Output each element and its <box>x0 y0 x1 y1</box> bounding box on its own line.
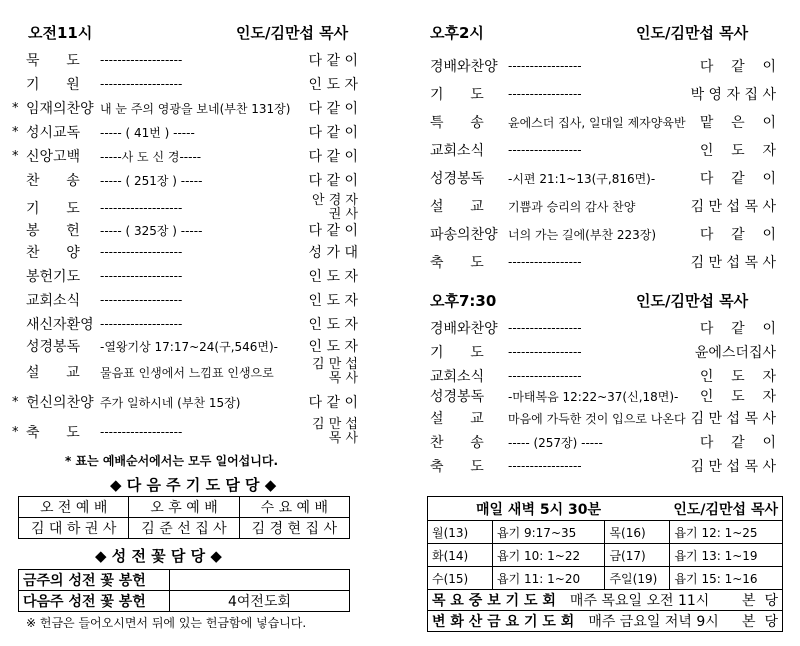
standing-note: * 표는 예배순서에서는 모두 일어섭니다. <box>65 454 279 468</box>
dawn-reading: 욥기 12: 1~25 <box>670 521 783 544</box>
morning-item-star: * <box>12 394 19 410</box>
dawn-reading: 욥기 9:17~35 <box>493 521 605 544</box>
morning-item-person: 다 같 이 <box>308 149 358 165</box>
prayer-meeting-row <box>428 590 783 611</box>
morning-item-detail: 물음표 인생에서 느낌표 인생으로 <box>100 365 274 380</box>
morning-item-row <box>12 170 358 190</box>
evening-item-detail: 마음에 가득한 것이 입으로 나온다 <box>508 411 686 426</box>
evening-item-detail: ----- (257장) ----- <box>508 435 603 450</box>
afternoon-item-label: 경배와찬양 <box>430 59 498 75</box>
morning-item-person: 인 도 자 <box>308 77 358 93</box>
evening-item-detail: ----------------- <box>508 345 582 359</box>
afternoon-item-detail: 기쁨과 승리의 감사 찬양 <box>508 199 636 214</box>
evening-item-person: 인 도 자 <box>699 369 776 385</box>
morning-item-label: 헌신의찬양 <box>26 395 94 411</box>
morning-title: 오전11시 <box>28 24 93 42</box>
evening-item-detail: ----------------- <box>508 459 582 473</box>
morning-item-detail: ------------------- <box>100 77 183 91</box>
morning-item-label: 찬 양 <box>26 245 80 261</box>
morning-item-label: 축 도 <box>26 425 80 441</box>
morning-item-detail: ------------------- <box>100 53 183 67</box>
evening-item-row <box>430 386 776 406</box>
afternoon-item-person: 인 도 자 <box>699 143 776 159</box>
evening-item-person: 인 도 자 <box>699 389 776 405</box>
morning-item-label: 임재의찬양 <box>26 101 94 117</box>
morning-item-label: 기 원 <box>26 77 80 93</box>
afternoon-item-detail: ----------------- <box>508 143 582 157</box>
morning-item-detail: 주가 일하시네 (부찬 15장) <box>100 395 241 410</box>
afternoon-item-person: 김 만 섭 목 사 <box>690 255 776 271</box>
morning-item-person: 다 같 이 <box>308 395 358 411</box>
meeting-time: 매주 목요일 오전 11시 <box>569 593 710 609</box>
morning-item-row <box>12 266 358 286</box>
afternoon-item-row <box>430 224 776 244</box>
morning-item-detail: ----- ( 41번 ) ----- <box>100 125 195 140</box>
afternoon-item-detail: -시편 21:1~13(구,816면)- <box>508 171 656 186</box>
morning-item-label: 봉 헌 <box>26 223 80 239</box>
evening-item-detail: -마태복음 12:22~37(신,18면)- <box>508 389 679 404</box>
prayer-header-wednesday: 수 요 예 배 <box>239 497 349 518</box>
morning-item-detail: ----- ( 251장 ) ----- <box>100 173 203 188</box>
dawn-row <box>428 521 783 544</box>
prayer-meeting-row <box>428 611 783 632</box>
morning-item-detail: ------------------- <box>100 293 183 307</box>
prayer-header-afternoon: 오 후 예 배 <box>129 497 239 518</box>
prayer-header-morning: 오 전 예 배 <box>19 497 129 518</box>
evening-item-row <box>430 342 776 362</box>
prayer-table <box>18 496 350 539</box>
afternoon-leader: 인도/김만섭 목사 <box>636 24 749 42</box>
morning-item-label: 성경봉독 <box>26 339 81 355</box>
evening-item-label: 설 교 <box>430 411 484 427</box>
dawn-day: 목(16) <box>605 521 670 544</box>
morning-item-row <box>12 50 358 70</box>
morning-item-person: 김 만 섭 목 사 <box>312 357 358 386</box>
morning-item-person: 인 도 자 <box>308 269 358 285</box>
afternoon-item-label: 특 송 <box>430 115 484 131</box>
morning-item-detail: ------------------- <box>100 245 183 259</box>
dawn-title: 매일 새벽 5시 30분 <box>476 501 601 518</box>
afternoon-item-person: 맡 은 이 <box>699 115 776 131</box>
morning-item-label: 설 교 <box>26 365 80 381</box>
evening-leader: 인도/김만섭 목사 <box>636 292 749 310</box>
morning-leader: 인도/김만섭 목사 <box>236 24 349 42</box>
flower-title: ◆ 성 전 꽃 담 당 ◆ <box>95 547 222 565</box>
afternoon-item-detail: 너의 가는 길에(부찬 223장) <box>508 227 657 242</box>
morning-item-label: 기 도 <box>26 201 80 217</box>
afternoon-item-person: 김 만 섭 목 사 <box>690 199 776 215</box>
afternoon-item-person: 박 영 자 집 사 <box>690 87 776 103</box>
morning-item-star: * <box>12 124 19 140</box>
morning-item-person: 다 같 이 <box>308 223 358 239</box>
morning-item-person: 다 같 이 <box>308 173 358 189</box>
evening-item-row <box>430 456 776 476</box>
morning-item-star: * <box>12 424 19 440</box>
morning-item-row <box>12 358 358 386</box>
dawn-day: 주일(19) <box>605 567 670 590</box>
flower-label-next-week: 다음주 성전 꽃 봉헌 <box>19 591 170 612</box>
morning-item-row <box>12 336 358 356</box>
dawn-schedule <box>428 521 783 590</box>
dawn-day: 수(15) <box>428 567 493 590</box>
evening-item-detail: ----------------- <box>508 369 582 383</box>
evening-item-person: 다 같 이 <box>699 321 776 337</box>
morning-item-person: 인 도 자 <box>308 293 358 309</box>
afternoon-item-row <box>430 196 776 216</box>
morning-item-person: 인 도 자 <box>308 339 358 355</box>
morning-item-label: 새신자환영 <box>26 317 94 333</box>
dawn-reading: 욥기 15: 1~16 <box>670 567 783 590</box>
evening-title: 오후7:30 <box>430 292 497 310</box>
meeting-place: 본 당 <box>742 614 778 630</box>
morning-item-row <box>12 98 358 118</box>
evening-item-label: 기 도 <box>430 345 484 361</box>
morning-item-row <box>12 418 358 446</box>
dawn-day: 화(14) <box>428 544 493 567</box>
dawn-leader: 인도/김만섭 목사 <box>673 501 778 518</box>
dawn-day: 금(17) <box>605 544 670 567</box>
evening-item-row <box>430 432 776 452</box>
morning-item-detail: ------------------- <box>100 269 183 283</box>
afternoon-item-person: 다 같 이 <box>699 227 776 243</box>
evening-item-label: 경배와찬양 <box>430 321 498 337</box>
morning-item-label: 신앙고백 <box>26 149 81 165</box>
meeting-place: 본 당 <box>742 593 778 609</box>
evening-item-label: 축 도 <box>430 459 484 475</box>
morning-item-row <box>12 122 358 142</box>
prayer-name-wednesday: 김 경 현 집 사 <box>239 518 349 539</box>
prayer-name-afternoon: 김 준 선 집 사 <box>129 518 239 539</box>
morning-item-row <box>12 392 358 412</box>
meeting-time: 매주 금요일 저녁 9시 <box>588 614 719 630</box>
meeting-name: 목 요 중 보 기 도 회 <box>432 593 556 609</box>
afternoon-item-row <box>430 252 776 272</box>
morning-item-detail: -----사 도 신 경----- <box>100 149 202 164</box>
evening-item-person: 김 만 섭 목 사 <box>690 411 776 427</box>
morning-item-row <box>12 194 358 222</box>
morning-item-person: 다 같 이 <box>308 53 358 69</box>
afternoon-item-row <box>430 84 776 104</box>
dawn-row <box>428 567 783 590</box>
morning-item-label: 성시교독 <box>26 125 81 141</box>
evening-item-person: 윤에스더집사 <box>694 345 776 361</box>
afternoon-item-detail: 윤에스더 집사, 일대일 제자양육반 <box>508 115 686 130</box>
morning-item-row <box>12 314 358 334</box>
afternoon-item-person: 다 같 이 <box>699 59 776 75</box>
morning-item-row <box>12 74 358 94</box>
evening-item-label: 성경봉독 <box>430 389 485 405</box>
dawn-reading: 욥기 10: 1~22 <box>493 544 605 567</box>
dawn-reading: 욥기 13: 1~19 <box>670 544 783 567</box>
afternoon-item-row <box>430 168 776 188</box>
flower-value-this-week <box>170 570 350 591</box>
morning-item-detail: -열왕기상 17:17~24(구,546면)- <box>100 339 279 354</box>
afternoon-title: 오후2시 <box>430 24 484 42</box>
evening-item-label: 교회소식 <box>430 369 485 385</box>
morning-item-person: 안 경 자 권 사 <box>312 193 358 222</box>
morning-item-detail: ------------------- <box>100 425 183 439</box>
morning-item-label: 찬 송 <box>26 173 80 189</box>
flower-label-this-week: 금주의 성전 꽃 봉헌 <box>19 570 170 591</box>
dawn-reading: 욥기 11: 1~20 <box>493 567 605 590</box>
evening-item-row <box>430 408 776 428</box>
morning-item-row <box>12 220 358 240</box>
afternoon-item-row <box>430 112 776 132</box>
prayer-name-morning: 김 대 하 권 사 <box>19 518 129 539</box>
dawn-day: 월(13) <box>428 521 493 544</box>
afternoon-item-label: 성경봉독 <box>430 171 485 187</box>
morning-item-person: 성 가 대 <box>308 245 358 261</box>
morning-item-person: 인 도 자 <box>308 317 358 333</box>
morning-item-person: 다 같 이 <box>308 101 358 117</box>
evening-item-label: 찬 송 <box>430 435 484 451</box>
afternoon-item-detail: ----------------- <box>508 255 582 269</box>
afternoon-item-label: 기 도 <box>430 87 484 103</box>
afternoon-item-row <box>430 140 776 160</box>
morning-item-row <box>12 146 358 166</box>
flower-table <box>18 569 350 612</box>
evening-item-row <box>430 366 776 386</box>
morning-item-label: 묵 도 <box>26 53 80 69</box>
morning-item-row <box>12 242 358 262</box>
prayer-title: ◆ 다 음 주 기 도 담 당 ◆ <box>110 476 277 494</box>
morning-item-star: * <box>12 148 19 164</box>
offering-note: ※ 헌금은 들어오시면서 뒤에 있는 헌금함에 넣습니다. <box>26 616 307 630</box>
morning-item-person: 다 같 이 <box>308 125 358 141</box>
afternoon-item-label: 파송의찬양 <box>430 227 498 243</box>
evening-item-person: 김 만 섭 목 사 <box>690 459 776 475</box>
afternoon-item-person: 다 같 이 <box>699 171 776 187</box>
afternoon-item-label: 축 도 <box>430 255 484 271</box>
morning-item-detail: ------------------- <box>100 317 183 331</box>
afternoon-item-label: 교회소식 <box>430 143 485 159</box>
morning-item-detail: 내 눈 주의 영광을 보네(부찬 131장) <box>100 101 291 116</box>
prayer-meetings <box>428 590 783 632</box>
morning-item-label: 교회소식 <box>26 293 81 309</box>
morning-item-detail: ----- ( 325장 ) ----- <box>100 223 203 238</box>
morning-item-label: 봉헌기도 <box>26 269 81 285</box>
flower-value-next-week: 4여전도회 <box>170 591 350 612</box>
afternoon-item-detail: ----------------- <box>508 87 582 101</box>
afternoon-item-row <box>430 56 776 76</box>
evening-item-detail: ----------------- <box>508 321 582 335</box>
afternoon-item-detail: ----------------- <box>508 59 582 73</box>
afternoon-item-label: 설 교 <box>430 199 484 215</box>
morning-item-person: 김 만 섭 목 사 <box>312 417 358 446</box>
morning-item-row <box>12 290 358 310</box>
dawn-table <box>427 496 783 632</box>
morning-item-detail: ------------------- <box>100 201 183 215</box>
evening-item-row <box>430 318 776 338</box>
evening-item-person: 다 같 이 <box>699 435 776 451</box>
dawn-row <box>428 544 783 567</box>
meeting-name: 변 화 산 금 요 기 도 회 <box>432 614 575 630</box>
morning-item-star: * <box>12 100 19 116</box>
